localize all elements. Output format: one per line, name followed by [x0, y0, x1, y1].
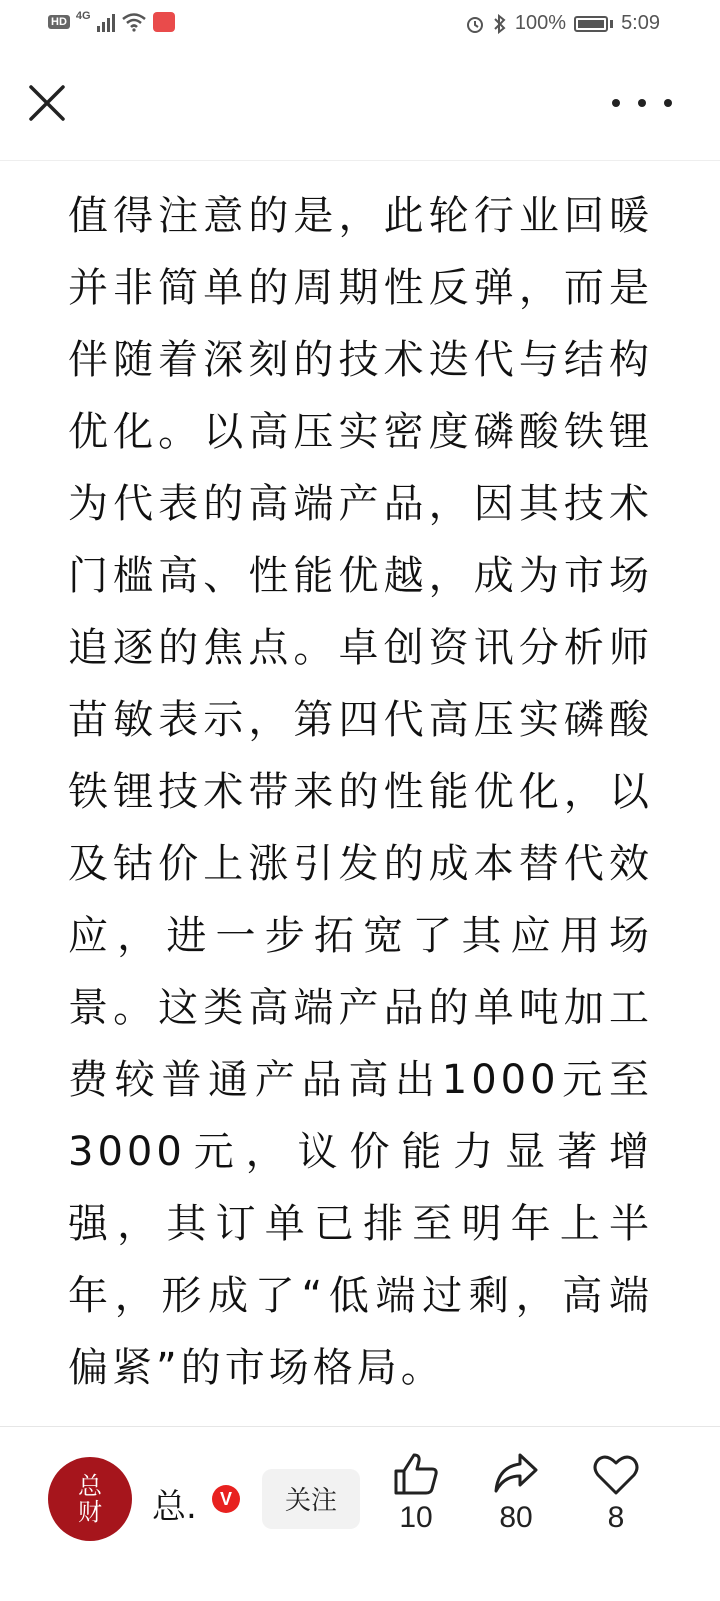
- battery-cap: [610, 20, 613, 28]
- alarm-icon: [465, 14, 485, 34]
- close-button[interactable]: [26, 82, 68, 124]
- status-left: [48, 12, 175, 32]
- share-button[interactable]: [476, 1451, 556, 1535]
- article-paragraph: 值得注意的是，此轮行业回暖并非简单的周期性反弹，而是伴随着深刻的技术迭代与结构优化。以高压实密度磷酸铁锂为代表的高端产品，因其技术门槛高、性能优越，成为市场追逐的焦点。卓创资讯分析师苗敏表示，第四代高压实磷酸铁锂技术带来的性能优化，以及钴价上涨引发的成本替代效应，进一步拓宽了其应用场景。这类高端产品的单吨加工费较普通产品高出1000元至3000元，议价能力显著增强，其订单已排至明年上半年，形成了“低端过剩，高端偏紧”的市场格局。: [68, 193, 653, 1391]
- like-count: 10: [399, 1501, 433, 1534]
- network-type: 4G: [75, 10, 91, 22]
- more-icon-dot[interactable]: [638, 99, 646, 107]
- verified-badge: V: [212, 1485, 240, 1513]
- hd-indicator: HD: [48, 15, 70, 29]
- close-icon[interactable]: [26, 82, 68, 124]
- status-bar: [0, 0, 720, 50]
- top-nav: [0, 62, 720, 161]
- more-button[interactable]: [612, 88, 672, 118]
- article-body: [68, 180, 653, 1404]
- battery-icon: [574, 16, 608, 32]
- share-count: 80: [499, 1501, 533, 1534]
- more-icon-dot[interactable]: [664, 99, 672, 107]
- follow-button[interactable]: 关注: [262, 1469, 360, 1529]
- status-right: [465, 12, 660, 35]
- like-button[interactable]: [376, 1451, 456, 1535]
- signal-icon: [97, 12, 115, 32]
- heart-icon[interactable]: [592, 1451, 640, 1497]
- thumbs-up-icon[interactable]: [392, 1451, 440, 1497]
- author-name[interactable]: 总.: [152, 1487, 197, 1527]
- avatar[interactable]: [48, 1457, 132, 1541]
- favorite-button[interactable]: [576, 1451, 656, 1535]
- app-notification-icon: [153, 12, 175, 32]
- avatar-char-1: 总: [78, 1472, 102, 1500]
- avatar-char-2: 财: [78, 1498, 102, 1526]
- clock: 5:09: [621, 12, 660, 34]
- bluetooth-icon: [493, 14, 507, 34]
- bottom-action-bar: [0, 1426, 720, 1601]
- share-icon[interactable]: [492, 1451, 540, 1497]
- favorite-count: 8: [607, 1501, 625, 1534]
- more-icon-dot[interactable]: [612, 99, 620, 107]
- wifi-icon: [121, 12, 147, 32]
- battery-percent: 100%: [514, 12, 567, 34]
